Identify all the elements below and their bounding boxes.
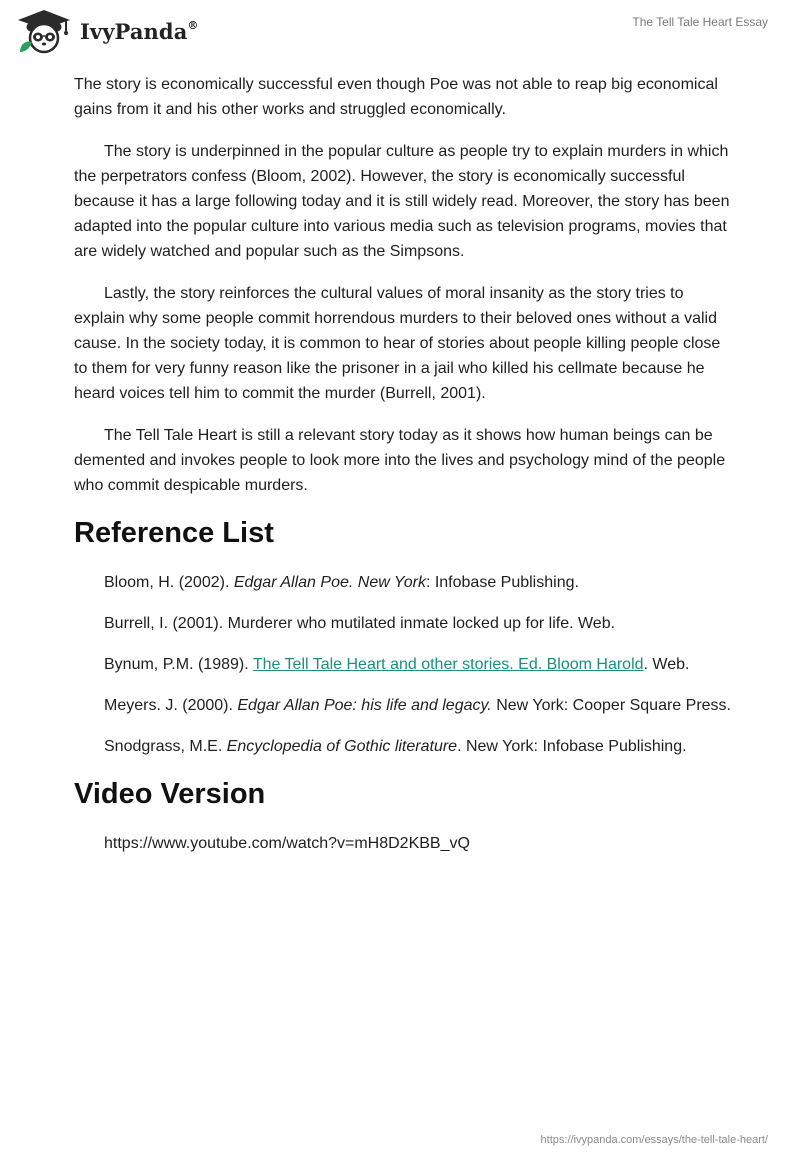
video-version-heading: Video Version xyxy=(74,778,266,810)
reference-link[interactable]: The Tell Tale Heart and other stories. Ed. Bloom Harold xyxy=(252,656,644,673)
essay-content xyxy=(74,72,734,872)
reference-item: Meyers. J. (2000). Edgar Allan Poe: his life and legacy. New York: Cooper Square Press. xyxy=(104,697,731,714)
reference-item: Snodgrass, M.E. Encyclopedia of Gothic literature. New York: Infobase Publishing. xyxy=(104,738,687,755)
paragraph: The Tell Tale Heart is still a relevant story today as it shows how human beings can be demented and invokes people to look more into the lives and psychology mind of the people who commit despicable murders. xyxy=(74,427,726,494)
document-title: The Tell Tale Heart Essay xyxy=(632,15,768,29)
reference-list-heading: Reference List xyxy=(74,517,274,549)
footer-source-url: https://ivypanda.com/essays/the-tell-tale-heart/ xyxy=(540,1134,768,1146)
reference-item: Bloom, H. (2002). Edgar Allan Poe. New York: Infobase Publishing. xyxy=(104,574,579,591)
panda-graduate-icon xyxy=(14,8,74,54)
video-url: https://www.youtube.com/watch?v=mH8D2KBB_vQ xyxy=(104,835,470,852)
paragraph: Lastly, the story reinforces the cultural values of moral insanity as the story tries to explain why some people commit horrendous murders to their beloved ones without a valid cause. In the society today, it is common to hear of stories about people killing people close to them for very funny reason like the prisoner in a jail who killed his cellmate because he heard voices tell him to commit the murder (Burrell, 2001). xyxy=(74,285,721,402)
logo-wordmark: IvyPanda® xyxy=(80,18,199,44)
page-header xyxy=(0,0,800,70)
paragraph: The story is underpinned in the popular culture as people try to explain murders in which the perpetrators confess (Bloom, 2002). However, the story is economically successful because it has a large following today and it is still widely read. Moreover, the story has been adapted into the popular culture into various media such as television programs, movies that are widely watched and popular such as the Simpsons. xyxy=(74,143,730,260)
ivypanda-logo[interactable] xyxy=(14,8,199,54)
paragraph: The story is economically successful even though Poe was not able to reap big economical gains from it and his other works and struggled economically. xyxy=(74,76,718,118)
reference-item: Burrell, I. (2001). Murderer who mutilated inmate locked up for life. Web. xyxy=(104,615,616,632)
reference-item: Bynum, P.M. (1989). The Tell Tale Heart and other stories. Ed. Bloom Harold. Web. xyxy=(104,656,690,673)
